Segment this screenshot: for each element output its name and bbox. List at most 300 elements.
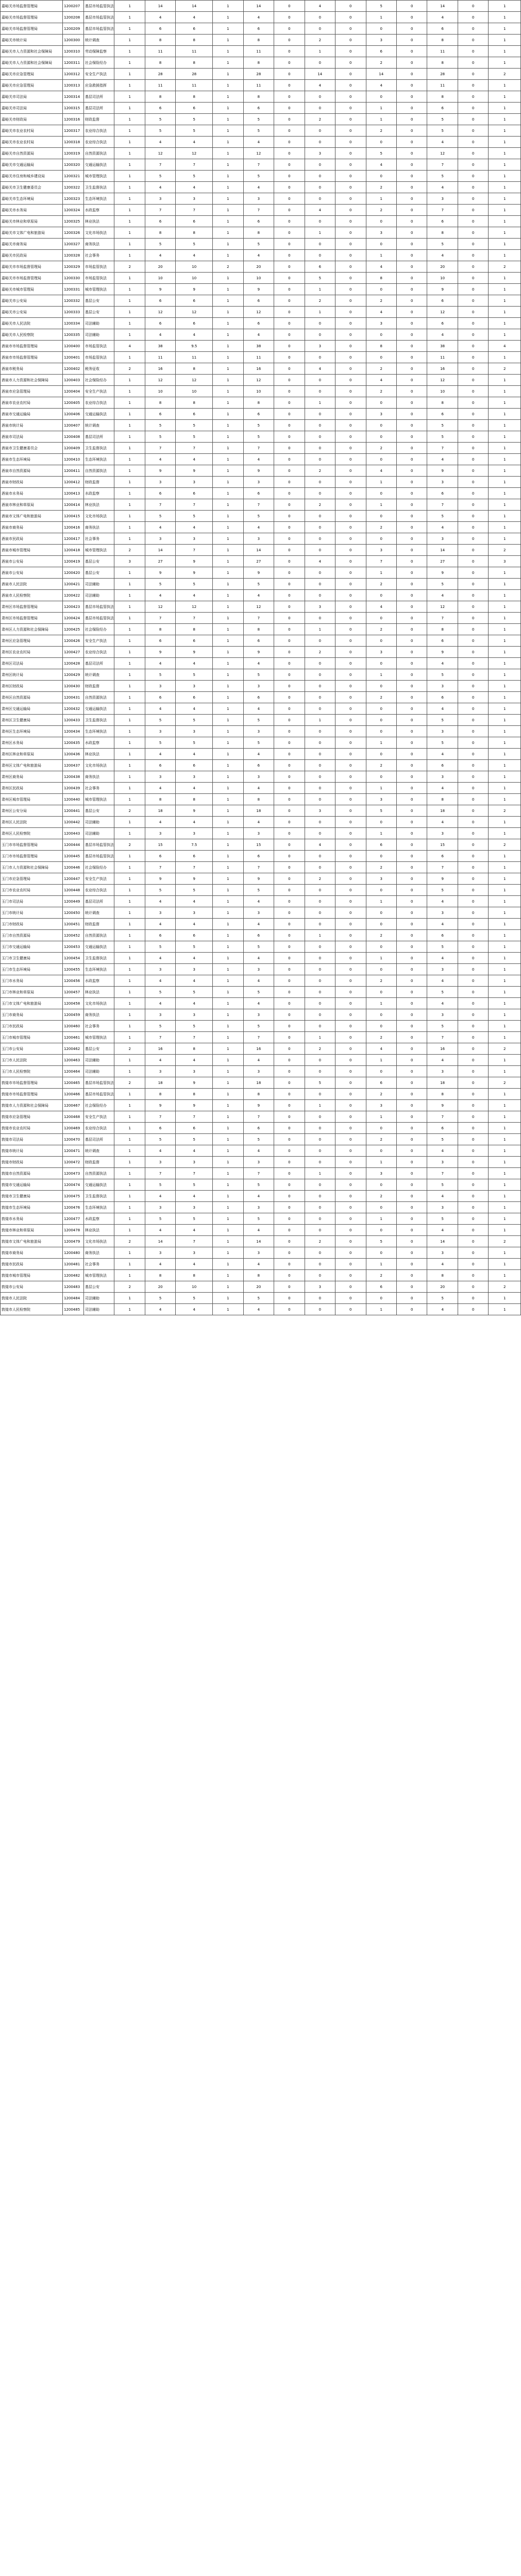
applicants-cell: 4 bbox=[145, 590, 175, 601]
col9-cell: 0 bbox=[274, 828, 305, 839]
col14-cell: 4 bbox=[427, 1304, 458, 1315]
col8-cell: 4 bbox=[243, 1225, 274, 1236]
unit-cell: 嘉峪关市公安局 bbox=[1, 307, 63, 318]
col15-cell: 0 bbox=[458, 851, 488, 862]
col15-cell: 0 bbox=[458, 647, 488, 658]
col13-cell: 0 bbox=[396, 137, 427, 148]
col14-cell: 8 bbox=[427, 624, 458, 635]
col11-cell: 0 bbox=[335, 613, 366, 624]
col8-cell: 5 bbox=[243, 737, 274, 749]
col9-cell: 0 bbox=[274, 1123, 305, 1134]
col16-cell: 1 bbox=[489, 1270, 521, 1281]
col8-cell: 3 bbox=[243, 828, 274, 839]
col16-cell: 1 bbox=[489, 998, 521, 1009]
col11-cell: 0 bbox=[335, 885, 366, 896]
quota-cell: 1 bbox=[114, 193, 145, 205]
code-cell: 1200403 bbox=[62, 375, 83, 386]
col7-cell: 1 bbox=[213, 1247, 243, 1259]
col14-cell: 3 bbox=[427, 1202, 458, 1213]
col9-cell: 0 bbox=[274, 556, 305, 567]
col10-cell: 0 bbox=[305, 1055, 335, 1066]
col12-cell: 1 bbox=[366, 1213, 396, 1225]
col12-cell: 0 bbox=[366, 635, 396, 647]
col11-cell: 0 bbox=[335, 148, 366, 159]
col15-cell: 0 bbox=[458, 703, 488, 715]
col15-cell: 0 bbox=[458, 873, 488, 885]
col10-cell: 0 bbox=[305, 941, 335, 953]
col13-cell: 0 bbox=[396, 216, 427, 227]
col13-cell: 0 bbox=[396, 964, 427, 975]
col13-cell: 0 bbox=[396, 261, 427, 273]
col9-cell: 0 bbox=[274, 953, 305, 964]
col7-cell: 1 bbox=[213, 488, 243, 499]
unit-cell: 敦煌市公安局 bbox=[1, 1281, 63, 1293]
quota-cell: 1 bbox=[114, 1293, 145, 1304]
col11-cell: 0 bbox=[335, 103, 366, 114]
col16-cell: 1 bbox=[489, 1100, 521, 1111]
col15-cell: 0 bbox=[458, 477, 488, 488]
col7-cell: 1 bbox=[213, 760, 243, 771]
col10-cell: 0 bbox=[305, 1202, 335, 1213]
ratio-cell: 7 bbox=[176, 862, 213, 873]
col14-cell: 12 bbox=[427, 375, 458, 386]
quota-cell: 1 bbox=[114, 137, 145, 148]
col8-cell: 8 bbox=[243, 91, 274, 103]
col14-cell: 6 bbox=[427, 318, 458, 329]
col16-cell: 1 bbox=[489, 1, 521, 12]
code-cell: 1200425 bbox=[62, 624, 83, 635]
table-row bbox=[1, 307, 521, 318]
col9-cell: 0 bbox=[274, 499, 305, 511]
col12-cell: 0 bbox=[366, 420, 396, 431]
col9-cell: 0 bbox=[274, 567, 305, 579]
col14-cell: 5 bbox=[427, 1179, 458, 1191]
col11-cell: 0 bbox=[335, 46, 366, 57]
unit-cell: 敦煌市人民法院 bbox=[1, 1293, 63, 1304]
col12-cell: 0 bbox=[366, 964, 396, 975]
col8-cell: 14 bbox=[243, 1, 274, 12]
col15-cell: 0 bbox=[458, 669, 488, 681]
table-row bbox=[1, 760, 521, 771]
col15-cell: 0 bbox=[458, 261, 488, 273]
col16-cell: 1 bbox=[489, 635, 521, 647]
col10-cell: 0 bbox=[305, 783, 335, 794]
table-row bbox=[1, 613, 521, 624]
code-cell: 1200449 bbox=[62, 896, 83, 907]
unit-cell: 嘉峪关市应急管理局 bbox=[1, 69, 63, 80]
applicants-cell: 6 bbox=[145, 1123, 175, 1134]
col9-cell: 0 bbox=[274, 431, 305, 443]
col16-cell: 1 bbox=[489, 477, 521, 488]
col11-cell: 0 bbox=[335, 941, 366, 953]
col15-cell: 0 bbox=[458, 726, 488, 737]
col10-cell: 1 bbox=[305, 624, 335, 635]
col13-cell: 0 bbox=[396, 703, 427, 715]
position-cell: 司法辅助 bbox=[83, 817, 114, 828]
col15-cell: 0 bbox=[458, 465, 488, 477]
unit-cell: 嘉峪关市水务局 bbox=[1, 205, 63, 216]
ratio-cell: 8 bbox=[176, 227, 213, 239]
col7-cell: 1 bbox=[213, 567, 243, 579]
unit-cell: 酒泉市人力资源和社会保障局 bbox=[1, 375, 63, 386]
ratio-cell: 12 bbox=[176, 375, 213, 386]
table-row bbox=[1, 318, 521, 329]
quota-cell: 1 bbox=[114, 1123, 145, 1134]
col12-cell: 3 bbox=[366, 794, 396, 805]
quota-cell: 1 bbox=[114, 12, 145, 23]
quota-cell: 1 bbox=[114, 647, 145, 658]
code-cell: 1200456 bbox=[62, 975, 83, 987]
col10-cell: 3 bbox=[305, 148, 335, 159]
col7-cell: 1 bbox=[213, 386, 243, 397]
unit-cell: 敦煌市城市管理局 bbox=[1, 1270, 63, 1281]
col9-cell: 0 bbox=[274, 193, 305, 205]
col12-cell: 1 bbox=[366, 1304, 396, 1315]
col14-cell: 6 bbox=[427, 295, 458, 307]
table-body bbox=[1, 1, 521, 1315]
code-cell: 1200407 bbox=[62, 420, 83, 431]
col8-cell: 27 bbox=[243, 556, 274, 567]
col15-cell: 0 bbox=[458, 1213, 488, 1225]
table-row bbox=[1, 783, 521, 794]
position-cell: 自然资源执法 bbox=[83, 692, 114, 703]
col13-cell: 0 bbox=[396, 465, 427, 477]
col15-cell: 0 bbox=[458, 624, 488, 635]
unit-cell: 酒泉市商务局 bbox=[1, 522, 63, 533]
ratio-cell: 5 bbox=[176, 1134, 213, 1145]
col8-cell: 7 bbox=[243, 205, 274, 216]
col16-cell: 1 bbox=[489, 1213, 521, 1225]
col16-cell: 1 bbox=[489, 465, 521, 477]
quota-cell: 1 bbox=[114, 499, 145, 511]
col11-cell: 0 bbox=[335, 1304, 366, 1315]
col16-cell: 1 bbox=[489, 567, 521, 579]
code-cell: 1200418 bbox=[62, 545, 83, 556]
code-cell: 1200485 bbox=[62, 1304, 83, 1315]
position-cell: 水政监察 bbox=[83, 488, 114, 499]
col13-cell: 0 bbox=[396, 941, 427, 953]
col7-cell: 1 bbox=[213, 624, 243, 635]
col16-cell: 1 bbox=[489, 46, 521, 57]
col7-cell: 1 bbox=[213, 703, 243, 715]
col13-cell: 0 bbox=[396, 1293, 427, 1304]
col9-cell: 0 bbox=[274, 80, 305, 91]
col15-cell: 0 bbox=[458, 545, 488, 556]
col15-cell: 0 bbox=[458, 1032, 488, 1043]
col11-cell: 0 bbox=[335, 1021, 366, 1032]
col10-cell: 0 bbox=[305, 1304, 335, 1315]
position-cell: 水政监察 bbox=[83, 1213, 114, 1225]
code-cell: 1200460 bbox=[62, 1021, 83, 1032]
unit-cell: 酒泉市财政局 bbox=[1, 477, 63, 488]
col10-cell: 0 bbox=[305, 1009, 335, 1021]
unit-cell: 嘉峪关市人民检察院 bbox=[1, 329, 63, 341]
col9-cell: 0 bbox=[274, 1225, 305, 1236]
col11-cell: 0 bbox=[335, 420, 366, 431]
col11-cell: 0 bbox=[335, 567, 366, 579]
applicants-cell: 6 bbox=[145, 760, 175, 771]
col9-cell: 0 bbox=[274, 1145, 305, 1157]
code-cell: 1200401 bbox=[62, 352, 83, 363]
col12-cell: 2 bbox=[366, 1032, 396, 1043]
quota-cell: 1 bbox=[114, 431, 145, 443]
ratio-cell: 11 bbox=[176, 80, 213, 91]
col7-cell: 1 bbox=[213, 12, 243, 23]
col12-cell: 0 bbox=[366, 216, 396, 227]
code-cell: 1200331 bbox=[62, 284, 83, 295]
table-row bbox=[1, 1270, 521, 1281]
col13-cell: 0 bbox=[396, 998, 427, 1009]
applicants-cell: 16 bbox=[145, 363, 175, 375]
col8-cell: 6 bbox=[243, 488, 274, 499]
col12-cell: 2 bbox=[366, 624, 396, 635]
col9-cell: 0 bbox=[274, 511, 305, 522]
applicants-cell: 7 bbox=[145, 205, 175, 216]
col8-cell: 10 bbox=[243, 386, 274, 397]
col11-cell: 0 bbox=[335, 91, 366, 103]
code-cell: 1200452 bbox=[62, 930, 83, 941]
col16-cell: 1 bbox=[489, 658, 521, 669]
col8-cell: 7 bbox=[243, 862, 274, 873]
unit-cell: 嘉峪关市卫生健康委员会 bbox=[1, 182, 63, 193]
code-cell: 1200414 bbox=[62, 499, 83, 511]
quota-cell: 1 bbox=[114, 987, 145, 998]
col16-cell: 1 bbox=[489, 329, 521, 341]
col9-cell: 0 bbox=[274, 635, 305, 647]
ratio-cell: 3 bbox=[176, 1157, 213, 1168]
unit-cell: 敦煌市水务局 bbox=[1, 1213, 63, 1225]
col12-cell: 0 bbox=[366, 1009, 396, 1021]
table-row bbox=[1, 80, 521, 91]
col14-cell: 7 bbox=[427, 499, 458, 511]
col15-cell: 0 bbox=[458, 193, 488, 205]
ratio-cell: 4 bbox=[176, 749, 213, 760]
col15-cell: 0 bbox=[458, 431, 488, 443]
col7-cell: 1 bbox=[213, 522, 243, 533]
col10-cell: 0 bbox=[305, 182, 335, 193]
col7-cell: 1 bbox=[213, 794, 243, 805]
unit-cell: 酒泉市卫生健康委员会 bbox=[1, 443, 63, 454]
col13-cell: 0 bbox=[396, 1009, 427, 1021]
col11-cell: 0 bbox=[335, 227, 366, 239]
col16-cell: 1 bbox=[489, 1032, 521, 1043]
col7-cell: 1 bbox=[213, 329, 243, 341]
col13-cell: 0 bbox=[396, 1157, 427, 1168]
col10-cell: 2 bbox=[305, 647, 335, 658]
code-cell: 1200461 bbox=[62, 1032, 83, 1043]
position-cell: 自然资源执法 bbox=[83, 148, 114, 159]
col8-cell: 5 bbox=[243, 885, 274, 896]
table-row bbox=[1, 567, 521, 579]
col7-cell: 1 bbox=[213, 1055, 243, 1066]
position-cell: 基层司法所 bbox=[83, 91, 114, 103]
ratio-cell: 4 bbox=[176, 783, 213, 794]
col13-cell: 0 bbox=[396, 125, 427, 137]
col9-cell: 0 bbox=[274, 341, 305, 352]
col13-cell: 0 bbox=[396, 851, 427, 862]
quota-cell: 1 bbox=[114, 941, 145, 953]
unit-cell: 嘉峪关市公安局 bbox=[1, 295, 63, 307]
col15-cell: 0 bbox=[458, 953, 488, 964]
col7-cell: 1 bbox=[213, 953, 243, 964]
col10-cell: 0 bbox=[305, 1213, 335, 1225]
col9-cell: 0 bbox=[274, 601, 305, 613]
col10-cell: 0 bbox=[305, 635, 335, 647]
col16-cell: 1 bbox=[489, 1123, 521, 1134]
code-cell: 1200468 bbox=[62, 1111, 83, 1123]
table-row bbox=[1, 749, 521, 760]
ratio-cell: 6 bbox=[176, 103, 213, 114]
col8-cell: 5 bbox=[243, 669, 274, 681]
table-row bbox=[1, 1134, 521, 1145]
col14-cell: 12 bbox=[427, 307, 458, 318]
col14-cell: 8 bbox=[427, 91, 458, 103]
position-cell: 司法辅助 bbox=[83, 318, 114, 329]
position-cell: 交通运输执法 bbox=[83, 1179, 114, 1191]
ratio-cell: 3 bbox=[176, 1009, 213, 1021]
col13-cell: 0 bbox=[396, 80, 427, 91]
table-row bbox=[1, 409, 521, 420]
col8-cell: 7 bbox=[243, 443, 274, 454]
col11-cell: 0 bbox=[335, 1293, 366, 1304]
col12-cell: 1 bbox=[366, 250, 396, 261]
col11-cell: 0 bbox=[335, 862, 366, 873]
col11-cell: 0 bbox=[335, 69, 366, 80]
col13-cell: 0 bbox=[396, 749, 427, 760]
col9-cell: 0 bbox=[274, 1259, 305, 1270]
unit-cell: 嘉峪关市民政局 bbox=[1, 250, 63, 261]
col8-cell: 4 bbox=[243, 522, 274, 533]
col7-cell: 1 bbox=[213, 318, 243, 329]
col14-cell: 4 bbox=[427, 1259, 458, 1270]
applicants-cell: 3 bbox=[145, 193, 175, 205]
col15-cell: 0 bbox=[458, 987, 488, 998]
position-cell: 林业执法 bbox=[83, 1225, 114, 1236]
col12-cell: 1 bbox=[366, 567, 396, 579]
col16-cell: 1 bbox=[489, 760, 521, 771]
col14-cell: 8 bbox=[427, 57, 458, 69]
unit-cell: 肃州区农业农村局 bbox=[1, 647, 63, 658]
table-row bbox=[1, 1089, 521, 1100]
code-cell: 1200450 bbox=[62, 907, 83, 919]
col10-cell: 0 bbox=[305, 443, 335, 454]
code-cell: 1200402 bbox=[62, 363, 83, 375]
applicants-cell: 4 bbox=[145, 12, 175, 23]
col15-cell: 0 bbox=[458, 443, 488, 454]
col10-cell: 0 bbox=[305, 862, 335, 873]
col12-cell: 0 bbox=[366, 137, 396, 148]
col7-cell: 1 bbox=[213, 681, 243, 692]
quota-cell: 1 bbox=[114, 443, 145, 454]
col12-cell: 6 bbox=[366, 1281, 396, 1293]
col9-cell: 0 bbox=[274, 46, 305, 57]
ratio-cell: 4 bbox=[176, 919, 213, 930]
quota-cell: 1 bbox=[114, 669, 145, 681]
unit-cell: 敦煌市自然资源局 bbox=[1, 1168, 63, 1179]
col16-cell: 1 bbox=[489, 182, 521, 193]
col9-cell: 0 bbox=[274, 658, 305, 669]
quota-cell: 1 bbox=[114, 590, 145, 601]
applicants-cell: 5 bbox=[145, 715, 175, 726]
col16-cell: 1 bbox=[489, 148, 521, 159]
col15-cell: 0 bbox=[458, 975, 488, 987]
col7-cell: 1 bbox=[213, 907, 243, 919]
col15-cell: 0 bbox=[458, 284, 488, 295]
col16-cell: 1 bbox=[489, 613, 521, 624]
quota-cell: 1 bbox=[114, 1089, 145, 1100]
ratio-cell: 10 bbox=[176, 273, 213, 284]
ratio-cell: 8 bbox=[176, 794, 213, 805]
quota-cell: 2 bbox=[114, 545, 145, 556]
unit-cell: 肃州区生态环境局 bbox=[1, 726, 63, 737]
table-row bbox=[1, 114, 521, 125]
col10-cell: 0 bbox=[305, 919, 335, 930]
applicants-cell: 9 bbox=[145, 1100, 175, 1111]
ratio-cell: 4 bbox=[176, 1225, 213, 1236]
col9-cell: 0 bbox=[274, 1304, 305, 1315]
col10-cell: 1 bbox=[305, 397, 335, 409]
col14-cell: 3 bbox=[427, 1157, 458, 1168]
col7-cell: 1 bbox=[213, 941, 243, 953]
col12-cell: 2 bbox=[366, 975, 396, 987]
ratio-cell: 9 bbox=[176, 556, 213, 567]
col14-cell: 8 bbox=[427, 1089, 458, 1100]
applicants-cell: 5 bbox=[145, 431, 175, 443]
col10-cell: 0 bbox=[305, 1157, 335, 1168]
col7-cell: 1 bbox=[213, 533, 243, 545]
position-cell: 社会事务 bbox=[83, 1021, 114, 1032]
ratio-cell: 4 bbox=[176, 1191, 213, 1202]
col10-cell: 0 bbox=[305, 896, 335, 907]
code-cell: 1200424 bbox=[62, 613, 83, 624]
col7-cell: 1 bbox=[213, 839, 243, 851]
col10-cell: 0 bbox=[305, 216, 335, 227]
quota-cell: 1 bbox=[114, 613, 145, 624]
col9-cell: 0 bbox=[274, 715, 305, 726]
ratio-cell: 8 bbox=[176, 1043, 213, 1055]
quota-cell: 1 bbox=[114, 1021, 145, 1032]
col8-cell: 8 bbox=[243, 1089, 274, 1100]
unit-cell: 敦煌市人民检察院 bbox=[1, 1304, 63, 1315]
table-row bbox=[1, 57, 521, 69]
col13-cell: 0 bbox=[396, 726, 427, 737]
col15-cell: 0 bbox=[458, 1145, 488, 1157]
code-cell: 1200310 bbox=[62, 46, 83, 57]
col12-cell: 1 bbox=[366, 477, 396, 488]
unit-cell: 酒泉市交通运输局 bbox=[1, 409, 63, 420]
col15-cell: 0 bbox=[458, 397, 488, 409]
col12-cell: 1 bbox=[366, 1259, 396, 1270]
quota-cell: 1 bbox=[114, 817, 145, 828]
applicants-cell: 3 bbox=[145, 1202, 175, 1213]
col10-cell: 2 bbox=[305, 873, 335, 885]
col16-cell: 1 bbox=[489, 522, 521, 533]
col9-cell: 0 bbox=[274, 307, 305, 318]
col8-cell: 9 bbox=[243, 567, 274, 579]
position-cell: 林业执法 bbox=[83, 499, 114, 511]
col8-cell: 16 bbox=[243, 1043, 274, 1055]
col9-cell: 0 bbox=[274, 103, 305, 114]
table-row bbox=[1, 703, 521, 715]
position-cell: 生态环境执法 bbox=[83, 193, 114, 205]
table-row bbox=[1, 1247, 521, 1259]
quota-cell: 1 bbox=[114, 1191, 145, 1202]
col16-cell: 1 bbox=[489, 919, 521, 930]
col12-cell: 0 bbox=[366, 1021, 396, 1032]
col10-cell: 0 bbox=[305, 488, 335, 499]
col13-cell: 0 bbox=[396, 1236, 427, 1247]
col14-cell: 3 bbox=[427, 964, 458, 975]
